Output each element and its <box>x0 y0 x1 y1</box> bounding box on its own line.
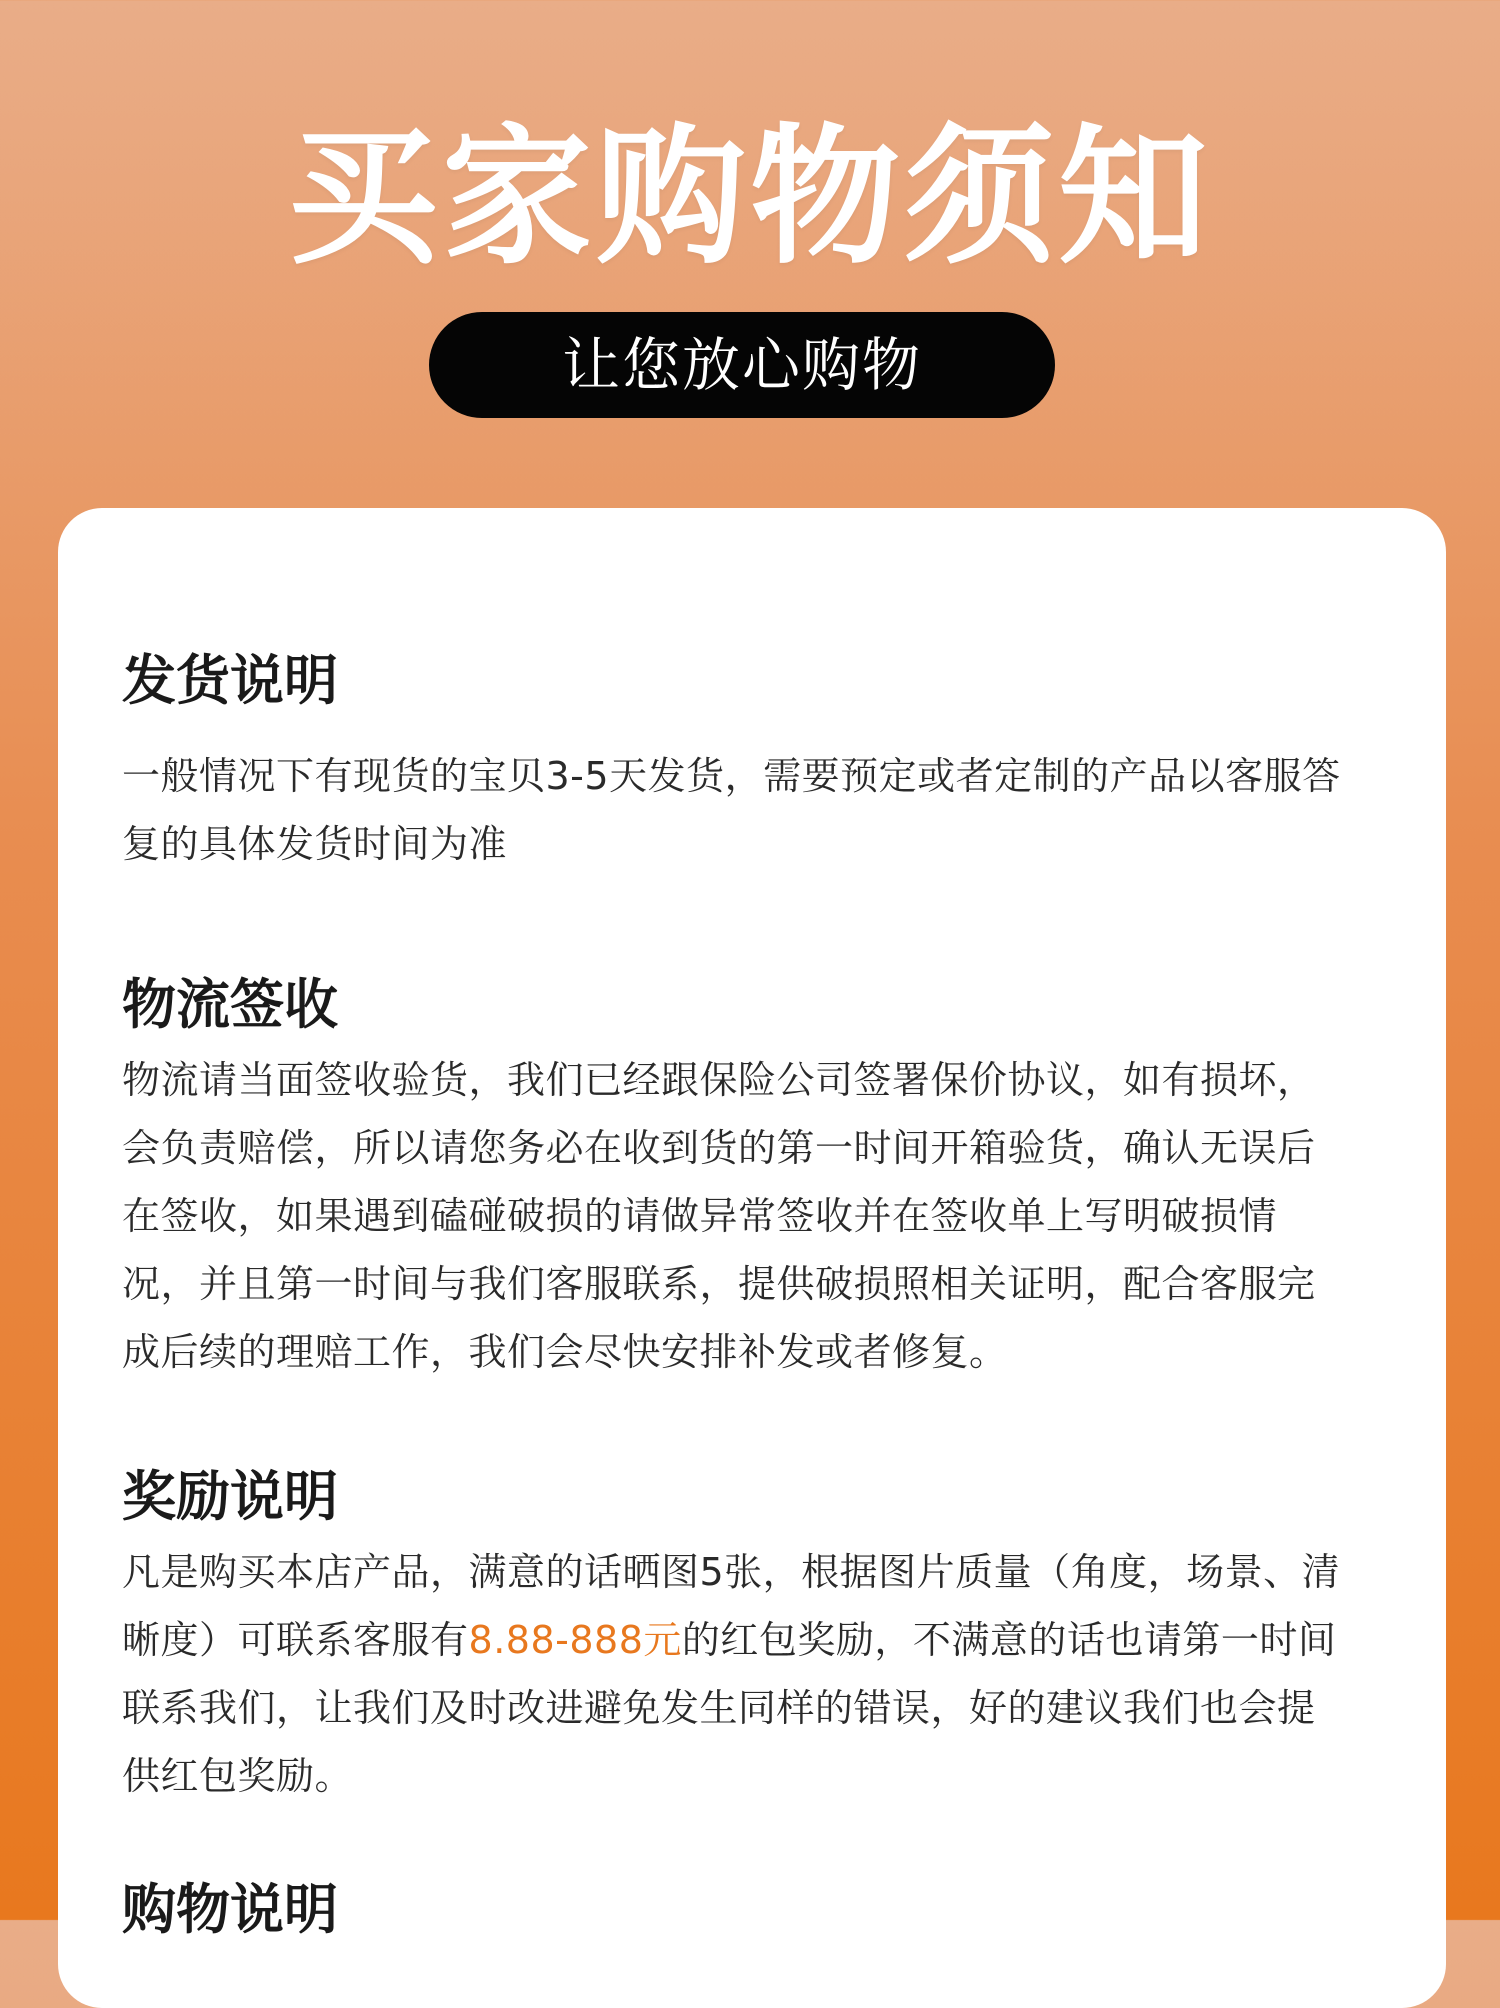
section-body: 一般情况下有现货的宝贝3-5天发货，需要预定或者定制的产品以客服答复的具体发货时间为准 <box>122 754 1341 866</box>
section-shipping <box>122 646 1342 878</box>
subtitle-badge: 让您放心购物 <box>429 312 1055 418</box>
page-title: 买家购物须知 <box>287 111 1212 285</box>
section-heading: 奖励说明 <box>122 1465 338 1528</box>
section-reward <box>122 1462 1342 1810</box>
section-body: 物流请当面签收验货，我们已经跟保险公司签署保价协议，如有损坏，会负责赔偿，所以请您务必在收到货的第一时间开箱验货，确认无误后在签收，如果遇到磕碰破损的请做异常签收并在签收单上写明破损情况，并且第一时间与我们客服联系，提供破损照相关证明，配合客服完成后续的理赔工作，我们会尽快安排补发或者修复。 <box>122 1058 1316 1374</box>
section-shopping <box>122 1875 1342 1945</box>
section-body-text: 凡是购买本店产品，满意的话晒图5张，根据图片质量（角度，场景、清晰度）可联系客服有 <box>122 1550 1341 1662</box>
reward-amount: 8.88-888元 <box>468 1618 682 1662</box>
section-heading: 购物说明 <box>122 1878 338 1941</box>
section-body-text: 的红包奖励，不满意的话也请第一时间联系我们，让我们及时改进避免发生同样的错误，好的建议我们也会提供红包奖励。 <box>122 1618 1337 1798</box>
section-heading: 发货说明 <box>122 649 338 712</box>
section-heading: 物流签收 <box>122 973 338 1036</box>
section-logistics <box>122 970 1342 1386</box>
section-body <box>122 1538 1342 1810</box>
